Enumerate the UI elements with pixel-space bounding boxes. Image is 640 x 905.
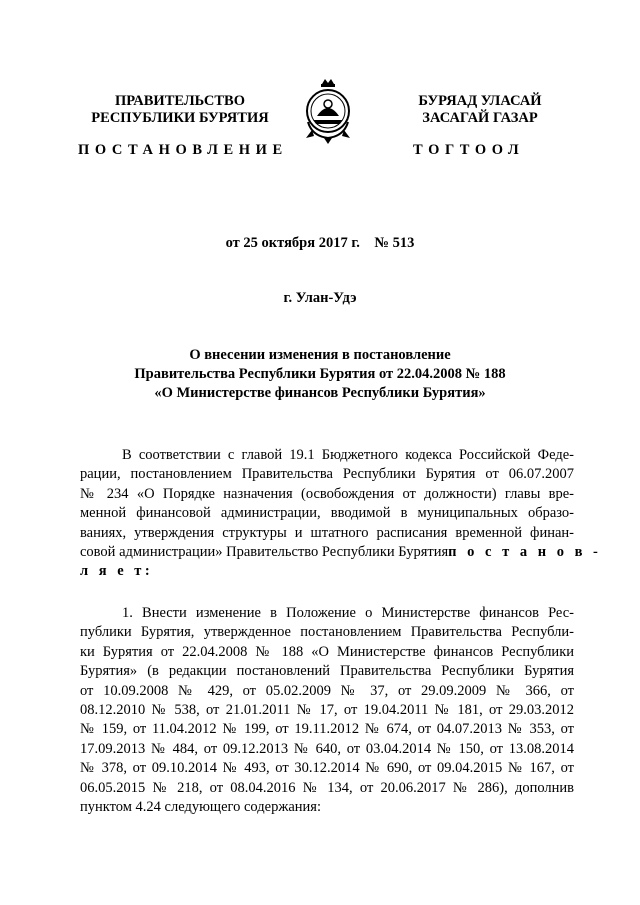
government-name-line2: РЕСПУБЛИКИ БУРЯТИЯ bbox=[91, 110, 269, 126]
header-right-block bbox=[380, 93, 580, 127]
document-type-buryat: ТОГТООЛ bbox=[413, 142, 525, 158]
paragraph-line: публики Бурятия, утвержденное постановлением Правительства Республи- bbox=[80, 624, 574, 641]
paragraph-line: 06.05.2015 № 218, от 08.04.2016 № 134, от 20.06.2017 № 286), дополнив bbox=[80, 779, 574, 796]
preamble-paragraph bbox=[80, 446, 602, 582]
buryat-government-name-line2: ЗАСАГАЙ ГАЗАР bbox=[422, 110, 538, 126]
paragraph-line bbox=[80, 543, 602, 562]
document-title bbox=[60, 346, 580, 403]
paragraph-line: № 378, от 09.10.2014 № 493, от 30.12.2014 № 690, от 09.04.2015 № 167, от bbox=[80, 760, 574, 777]
paragraph-line: 1. Внести изменение в Положение о Министерстве финансов Рес- bbox=[122, 605, 574, 621]
paragraph-line: В соответствии с главой 19.1 Бюджетного кодекса Российской Феде- bbox=[122, 447, 574, 463]
resolution-keyword-part1: п о с т а н о в - bbox=[448, 543, 602, 560]
buryat-government-name-line1: БУРЯАД УЛАСАЙ bbox=[418, 93, 542, 109]
paragraph-line: ки Бурятия от 22.04.2008 № 188 «О Министерстве финансов Республики bbox=[80, 643, 574, 660]
title-line: «О Министерстве финансов Республики Бурятия» bbox=[154, 385, 486, 401]
resolution-keyword-part2: л я е т: bbox=[80, 563, 154, 580]
title-line: Правительства Республики Бурятия от 22.04.2008 № 188 bbox=[134, 366, 506, 382]
document-city: г. Улан-Удэ bbox=[283, 290, 357, 306]
document-type-russian: ПОСТАНОВЛЕНИЕ bbox=[78, 142, 288, 158]
paragraph-line: № 234 «О Порядке назначения (освобождения от должности) главы вре- bbox=[80, 485, 574, 502]
paragraph-line: рации, постановлением Правительства Республики Бурятия от 06.07.2007 bbox=[80, 466, 574, 483]
paragraph-line: от 10.09.2008 № 429, от 05.02.2009 № 37, от 29.09.2009 № 366, от bbox=[80, 682, 574, 699]
paragraph-line: менной финансовой администрации, вводимой в муниципальных образо- bbox=[80, 505, 574, 522]
paragraph-text: совой администрации» Правительство Республики Бурятия bbox=[80, 543, 449, 560]
paragraph-line: Бурятия» (в редакции постановлений Правительства Республики Бурятия bbox=[80, 663, 574, 680]
item-1-paragraph bbox=[80, 604, 574, 817]
title-line: О внесении изменения в постановление bbox=[189, 347, 451, 363]
paragraph-line: 17.09.2013 № 484, от 09.12.2013 № 640, от 03.04.2014 № 150, от 13.08.2014 bbox=[80, 740, 574, 757]
government-name-line1: ПРАВИТЕЛЬСТВО bbox=[115, 93, 245, 109]
paragraph-line: пунктом 4.24 следующего содержания: bbox=[80, 798, 321, 815]
coat-of-arms-icon bbox=[300, 78, 356, 146]
paragraph-line: № 159, от 11.04.2012 № 199, от 19.11.2012 № 674, от 04.07.2013 № 353, от bbox=[80, 721, 574, 738]
document-date-number: от 25 октября 2017 г. № 513 bbox=[225, 235, 415, 251]
header-left-block bbox=[80, 93, 280, 127]
paragraph-line: ваниях, утверждения структуры и штатного расписания временной финан- bbox=[80, 524, 574, 541]
paragraph-line: 08.12.2010 № 538, от 21.01.2011 № 17, от 19.04.2011 № 181, от 29.03.2012 bbox=[80, 701, 574, 718]
